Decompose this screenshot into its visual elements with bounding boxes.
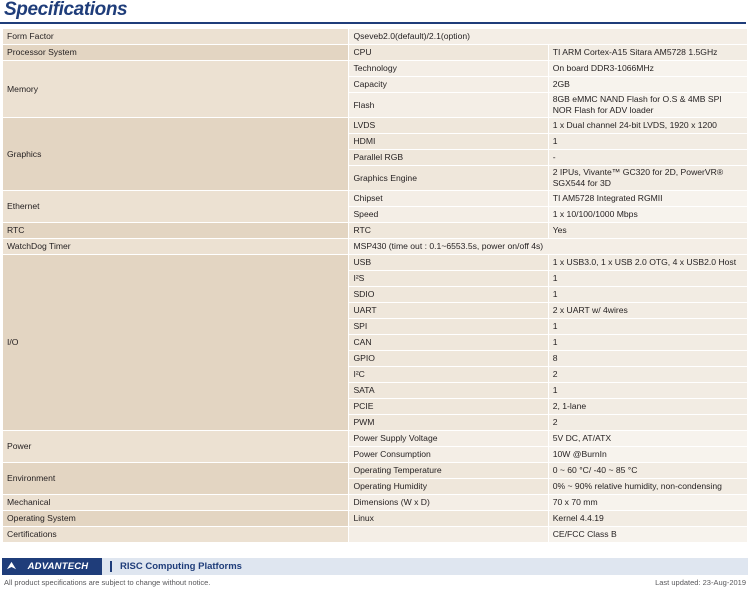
spec-category-cell: Ethernet — [3, 191, 349, 223]
spec-item-cell: CAN — [349, 335, 548, 351]
spec-value-cell: 1 — [548, 271, 747, 287]
specifications-table-body — [3, 29, 748, 543]
spec-item-cell: UART — [349, 303, 548, 319]
spec-item-cell: GPIO — [349, 351, 548, 367]
advantech-swoosh-icon — [6, 561, 17, 572]
spec-value-cell: 1 — [548, 134, 747, 150]
spec-value-cell: Kernel 4.4.19 — [548, 511, 747, 527]
spec-category-cell: WatchDog Timer — [3, 239, 349, 255]
spec-value-cell: 0% ~ 90% relative humidity, non-condensing — [548, 479, 747, 495]
spec-item-cell: RTC — [349, 223, 548, 239]
spec-value-cell: 2 — [548, 367, 747, 383]
spec-item-cell: Graphics Engine — [349, 166, 548, 191]
spec-value-cell: 1 x USB3.0, 1 x USB 2.0 OTG, 4 x USB2.0 Host — [548, 255, 747, 271]
spec-item-cell: Power Consumption — [349, 447, 548, 463]
spec-category-cell: Memory — [3, 61, 349, 118]
footer-bar — [2, 558, 748, 575]
spec-item-cell: I²C — [349, 367, 548, 383]
table-row — [3, 223, 748, 239]
spec-item-cell: I²S — [349, 271, 548, 287]
advantech-logo-text: ADVANTECH — [27, 561, 89, 572]
spec-item-cell: Parallel RGB — [349, 150, 548, 166]
spec-category-cell: Certifications — [3, 527, 349, 543]
spec-value-cell: 8 — [548, 351, 747, 367]
spec-item-cell: HDMI — [349, 134, 548, 150]
table-row — [3, 463, 748, 479]
spec-value-cell: Yes — [548, 223, 747, 239]
spec-item-cell: Capacity — [349, 77, 548, 93]
spec-category-cell: Operating System — [3, 511, 349, 527]
spec-item-cell: SDIO — [349, 287, 548, 303]
spec-item-cell: Power Supply Voltage — [349, 431, 548, 447]
spec-value-cell: 1 — [548, 287, 747, 303]
spec-value-cell: 2GB — [548, 77, 747, 93]
table-row — [3, 431, 748, 447]
spec-value-cell: 10W @BurnIn — [548, 447, 747, 463]
spec-value-cell: 1 — [548, 319, 747, 335]
table-row — [3, 45, 748, 61]
page-title: Specifications — [4, 0, 128, 20]
spec-value-cell: 1 — [548, 383, 747, 399]
spec-value-cell: TI AM5728 Integrated RGMII — [548, 191, 747, 207]
spec-item-cell — [349, 527, 548, 543]
table-row — [3, 239, 748, 255]
table-row — [3, 527, 748, 543]
footer-category-tab: RISC Computing Platforms — [102, 558, 748, 575]
spec-category-cell: Form Factor — [3, 29, 349, 45]
spec-item-cell: USB — [349, 255, 548, 271]
footer-note — [0, 575, 750, 591]
spec-value-cell: 1 — [548, 335, 747, 351]
spec-value-cell: 2, 1-lane — [548, 399, 747, 415]
spec-value-cell: 5V DC, AT/ATX — [548, 431, 747, 447]
table-row — [3, 118, 748, 134]
disclaimer-text: All product specifications are subject to change without notice. — [4, 578, 211, 587]
spec-category-cell: Processor System — [3, 45, 349, 61]
spec-item-cell: CPU — [349, 45, 548, 61]
spec-item-cell: SATA — [349, 383, 548, 399]
spec-item-cell: Operating Humidity — [349, 479, 548, 495]
spec-category-cell: Mechanical — [3, 495, 349, 511]
spec-value-cell: 0 ~ 60 °C/ -40 ~ 85 °C — [548, 463, 747, 479]
spec-item-cell: SPI — [349, 319, 548, 335]
spec-value-cell: - — [548, 150, 747, 166]
last-updated-text: Last updated: 23-Aug-2019 — [655, 578, 746, 587]
spec-item-cell: Speed — [349, 207, 548, 223]
spec-item-cell: Linux — [349, 511, 548, 527]
spec-item-cell: Technology — [349, 61, 548, 77]
spec-item-cell: LVDS — [349, 118, 548, 134]
advantech-logo — [2, 558, 102, 575]
table-row — [3, 61, 748, 77]
spec-category-cell: RTC — [3, 223, 349, 239]
spec-item-cell: Flash — [349, 93, 548, 118]
spec-item-cell: Dimensions (W x D) — [349, 495, 548, 511]
spec-item-cell: PCIE — [349, 399, 548, 415]
spec-value-cell: CE/FCC Class B — [548, 527, 747, 543]
spec-value-cell: Qseveb2.0(default)/2.1(option) — [349, 29, 748, 45]
spec-category-cell: I/O — [3, 255, 349, 431]
specifications-table — [2, 28, 748, 543]
table-row — [3, 29, 748, 45]
spec-category-cell: Environment — [3, 463, 349, 495]
table-row — [3, 495, 748, 511]
footer — [0, 558, 750, 591]
table-row — [3, 255, 748, 271]
title-divider — [0, 22, 746, 24]
spec-value-cell: 70 x 70 mm — [548, 495, 747, 511]
table-row — [3, 191, 748, 207]
spec-value-cell: 2 x UART w/ 4wires — [548, 303, 747, 319]
spec-value-cell: TI ARM Cortex-A15 Sitara AM5728 1.5GHz — [548, 45, 747, 61]
spec-item-cell: Chipset — [349, 191, 548, 207]
spec-category-cell: Power — [3, 431, 349, 463]
spec-item-cell: PWM — [349, 415, 548, 431]
spec-category-cell: Graphics — [3, 118, 349, 191]
table-row — [3, 511, 748, 527]
spec-value-cell: 8GB eMMC NAND Flash for O.S & 4MB SPI NOR Flash for ADV loader — [548, 93, 747, 118]
spec-value-cell: 1 x Dual channel 24-bit LVDS, 1920 x 1200 — [548, 118, 747, 134]
spec-value-cell: 2 — [548, 415, 747, 431]
spec-value-cell: MSP430 (time out : 0.1~6553.5s, power on/off 4s) — [349, 239, 748, 255]
spec-value-cell: On board DDR3-1066MHz — [548, 61, 747, 77]
spec-item-cell: Operating Temperature — [349, 463, 548, 479]
spec-value-cell: 1 x 10/100/1000 Mbps — [548, 207, 747, 223]
spec-value-cell: 2 IPUs, Vivante™ GC320 for 2D, PowerVR® SGX544 for 3D — [548, 166, 747, 191]
